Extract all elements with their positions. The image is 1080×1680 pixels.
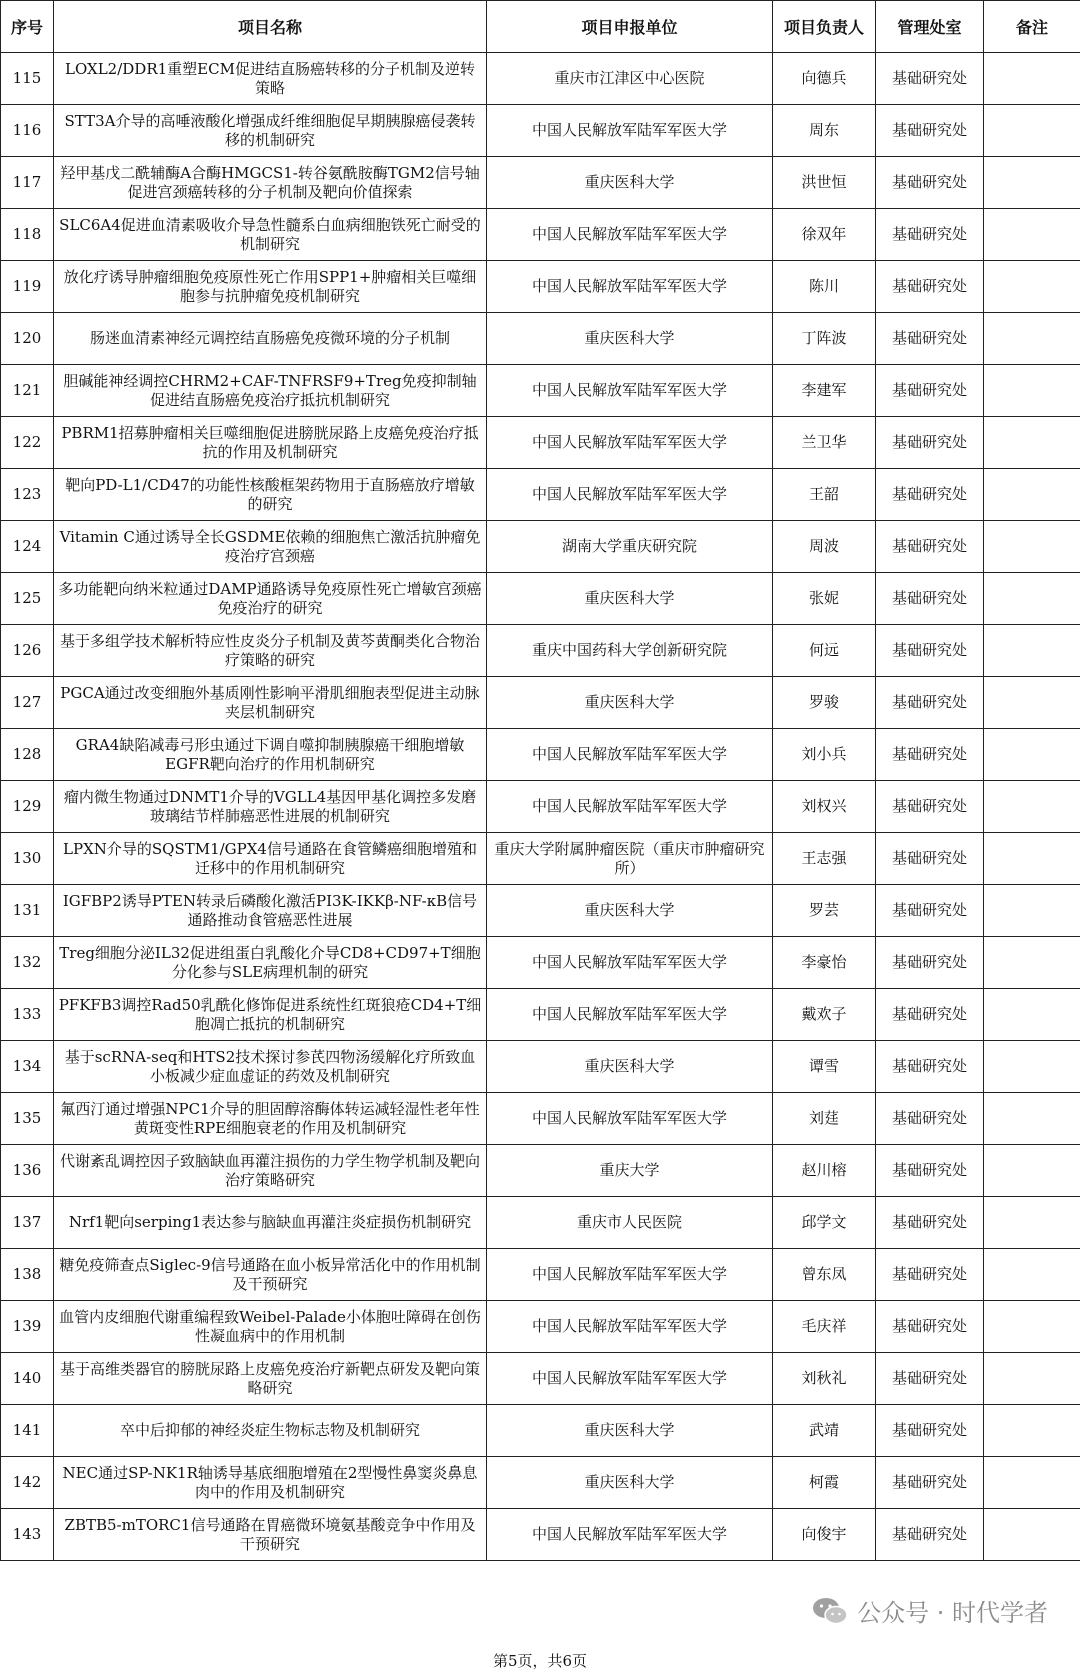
table-row — [1, 1301, 1080, 1353]
cell-remarks — [984, 625, 1080, 677]
cell-project-name: NEC通过SP-NK1R轴诱导基底细胞增殖在2型慢性鼻窦炎鼻息肉中的作用及机制研究 — [54, 1457, 487, 1509]
table-row — [1, 625, 1080, 677]
cell-remarks — [984, 53, 1080, 105]
cell-seq: 128 — [1, 729, 54, 781]
cell-project-leader: 徐双年 — [773, 209, 876, 261]
cell-project-name: 瘤内微生物通过DNMT1介导的VGLL4基因甲基化调控多发磨玻璃结节样肺癌恶性进展的机制研究 — [54, 781, 487, 833]
cell-managing-dept: 基础研究处 — [876, 1405, 984, 1457]
cell-project-name: 放化疗诱导肿瘤细胞免疫原性死亡作用SPP1+肿瘤相关巨噬细胞参与抗肿瘤免疫机制研究 — [54, 261, 487, 313]
cell-applicant-unit: 中国人民解放军陆军军医大学 — [487, 989, 773, 1041]
cell-remarks — [984, 989, 1080, 1041]
cell-project-name: STT3A介导的高唾液酸化增强成纤维细胞促早期胰腺癌侵袭转移的机制研究 — [54, 105, 487, 157]
table-row — [1, 781, 1080, 833]
table-row — [1, 573, 1080, 625]
table-row — [1, 313, 1080, 365]
cell-project-leader: 赵川榕 — [773, 1145, 876, 1197]
cell-project-leader: 李建军 — [773, 365, 876, 417]
cell-seq: 133 — [1, 989, 54, 1041]
cell-project-leader: 王韶 — [773, 469, 876, 521]
cell-managing-dept: 基础研究处 — [876, 937, 984, 989]
table-row — [1, 937, 1080, 989]
cell-project-name: 肠迷血清素神经元调控结直肠癌免疫微环境的分子机制 — [54, 313, 487, 365]
cell-applicant-unit: 重庆医科大学 — [487, 157, 773, 209]
cell-project-leader: 罗骏 — [773, 677, 876, 729]
cell-managing-dept: 基础研究处 — [876, 833, 984, 885]
cell-project-name: PFKFB3调控Rad50乳酰化修饰促进系统性红斑狼疮CD4+T细胞凋亡抵抗的机制研究 — [54, 989, 487, 1041]
cell-managing-dept: 基础研究处 — [876, 521, 984, 573]
table-row — [1, 1145, 1080, 1197]
cell-managing-dept: 基础研究处 — [876, 157, 984, 209]
cell-project-leader: 邱学文 — [773, 1197, 876, 1249]
cell-seq: 135 — [1, 1093, 54, 1145]
cell-project-name: 糖免疫筛查点Siglec-9信号通路在血小板异常活化中的作用机制及干预研究 — [54, 1249, 487, 1301]
table-row — [1, 677, 1080, 729]
watermark-text: 公众号 · 时代学者 — [857, 1599, 1048, 1627]
cell-seq: 118 — [1, 209, 54, 261]
cell-project-name: 羟甲基戊二酰辅酶A合酶HMGCS1-转谷氨酰胺酶TGM2信号轴促进宫颈癌转移的分子机制及靶向价值探索 — [54, 157, 487, 209]
cell-managing-dept: 基础研究处 — [876, 1249, 984, 1301]
cell-project-name: Nrf1靶向serping1表达参与脑缺血再灌注炎症损伤机制研究 — [54, 1197, 487, 1249]
cell-applicant-unit: 中国人民解放军陆军军医大学 — [487, 261, 773, 313]
table-row — [1, 53, 1080, 105]
cell-seq: 129 — [1, 781, 54, 833]
table-header-row — [1, 1, 1080, 53]
cell-managing-dept: 基础研究处 — [876, 1197, 984, 1249]
cell-remarks — [984, 833, 1080, 885]
cell-remarks — [984, 1405, 1080, 1457]
cell-remarks — [984, 1353, 1080, 1405]
cell-project-leader: 向俊宇 — [773, 1509, 876, 1561]
cell-project-name: IGFBP2诱导PTEN转录后磷酸化激活PI3K-IKKβ-NF-κB信号通路推动食管癌恶性进展 — [54, 885, 487, 937]
cell-project-leader: 毛庆祥 — [773, 1301, 876, 1353]
cell-seq: 136 — [1, 1145, 54, 1197]
table-row — [1, 1405, 1080, 1457]
cell-managing-dept: 基础研究处 — [876, 313, 984, 365]
cell-seq: 126 — [1, 625, 54, 677]
table-row — [1, 417, 1080, 469]
cell-project-leader: 柯霞 — [773, 1457, 876, 1509]
cell-remarks — [984, 937, 1080, 989]
cell-project-name: 胆碱能神经调控CHRM2+CAF-TNFRSF9+Treg免疫抑制轴促进结直肠癌免疫治疗抵抗机制研究 — [54, 365, 487, 417]
cell-project-leader: 何远 — [773, 625, 876, 677]
cell-applicant-unit: 重庆医科大学 — [487, 677, 773, 729]
table-row — [1, 729, 1080, 781]
cell-managing-dept: 基础研究处 — [876, 1145, 984, 1197]
table-row — [1, 989, 1080, 1041]
cell-project-leader: 向德兵 — [773, 53, 876, 105]
cell-project-leader: 丁阵波 — [773, 313, 876, 365]
cell-seq: 137 — [1, 1197, 54, 1249]
cell-applicant-unit: 中国人民解放军陆军军医大学 — [487, 417, 773, 469]
page-number: 第5页，共6页 — [492, 1652, 588, 1670]
cell-seq: 139 — [1, 1301, 54, 1353]
table-row — [1, 885, 1080, 937]
cell-applicant-unit: 重庆中国药科大学创新研究院 — [487, 625, 773, 677]
table-row — [1, 1041, 1080, 1093]
cell-remarks — [984, 781, 1080, 833]
cell-managing-dept: 基础研究处 — [876, 1041, 984, 1093]
table-row — [1, 157, 1080, 209]
cell-project-name: 多功能靶向纳米粒通过DAMP通路诱导免疫原性死亡增敏宫颈癌免疫治疗的研究 — [54, 573, 487, 625]
cell-applicant-unit: 重庆大学附属肿瘤医院（重庆市肿瘤研究所） — [487, 833, 773, 885]
cell-project-leader: 罗芸 — [773, 885, 876, 937]
cell-project-name: 代谢紊乱调控因子致脑缺血再灌注损伤的力学生物学机制及靶向治疗策略研究 — [54, 1145, 487, 1197]
cell-project-name: PGCA通过改变细胞外基质刚性影响平滑肌细胞表型促进主动脉夹层机制研究 — [54, 677, 487, 729]
cell-project-name: LOXL2/DDR1重塑ECM促进结直肠癌转移的分子机制及逆转策略 — [54, 53, 487, 105]
cell-project-name: SLC6A4促进血清素吸收介导急性髓系白血病细胞铁死亡耐受的机制研究 — [54, 209, 487, 261]
cell-remarks — [984, 417, 1080, 469]
cell-seq: 134 — [1, 1041, 54, 1093]
cell-remarks — [984, 729, 1080, 781]
cell-project-leader: 武靖 — [773, 1405, 876, 1457]
table-row — [1, 1509, 1080, 1561]
cell-applicant-unit: 重庆市人民医院 — [487, 1197, 773, 1249]
header-seq: 序号 — [1, 1, 54, 53]
cell-applicant-unit: 重庆医科大学 — [487, 313, 773, 365]
cell-managing-dept: 基础研究处 — [876, 885, 984, 937]
cell-remarks — [984, 261, 1080, 313]
cell-project-name: 氟西汀通过增强NPC1介导的胆固醇溶酶体转运减轻湿性老年性黄斑变性RPE细胞衰老的作用及机制研究 — [54, 1093, 487, 1145]
cell-project-leader: 周东 — [773, 105, 876, 157]
cell-seq: 125 — [1, 573, 54, 625]
cell-project-name: 血管内皮细胞代谢重编程致Weibel-Palade小体胞吐障碍在创伤性凝血病中的作用机制 — [54, 1301, 487, 1353]
cell-managing-dept: 基础研究处 — [876, 53, 984, 105]
header-remarks: 备注 — [984, 1, 1080, 53]
cell-remarks — [984, 1041, 1080, 1093]
cell-applicant-unit: 中国人民解放军陆军军医大学 — [487, 1353, 773, 1405]
cell-remarks — [984, 1197, 1080, 1249]
cell-project-leader: 张妮 — [773, 573, 876, 625]
cell-managing-dept: 基础研究处 — [876, 625, 984, 677]
cell-applicant-unit: 重庆医科大学 — [487, 1041, 773, 1093]
cell-managing-dept: 基础研究处 — [876, 261, 984, 313]
cell-project-leader: 戴欢子 — [773, 989, 876, 1041]
cell-applicant-unit: 重庆市江津区中心医院 — [487, 53, 773, 105]
cell-project-leader: 刘秋礼 — [773, 1353, 876, 1405]
cell-project-name: 基于多组学技术解析特应性皮炎分子机制及黄芩黄酮类化合物治疗策略的研究 — [54, 625, 487, 677]
cell-seq: 119 — [1, 261, 54, 313]
cell-managing-dept: 基础研究处 — [876, 677, 984, 729]
cell-applicant-unit: 中国人民解放军陆军军医大学 — [487, 469, 773, 521]
cell-project-leader: 刘莛 — [773, 1093, 876, 1145]
cell-seq: 123 — [1, 469, 54, 521]
cell-remarks — [984, 1249, 1080, 1301]
cell-seq: 120 — [1, 313, 54, 365]
cell-seq: 140 — [1, 1353, 54, 1405]
header-applicant-unit: 项目申报单位 — [487, 1, 773, 53]
cell-project-name: GRA4缺陷减毒弓形虫通过下调自噬抑制胰腺癌干细胞增敏EGFR靶向治疗的作用机制研究 — [54, 729, 487, 781]
cell-seq: 131 — [1, 885, 54, 937]
cell-remarks — [984, 365, 1080, 417]
cell-seq: 115 — [1, 53, 54, 105]
cell-project-name: 基于scRNA-seq和HTS2技术探讨参芪四物汤缓解化疗所致血小板减少症血虚证的药效及机制研究 — [54, 1041, 487, 1093]
cell-seq: 142 — [1, 1457, 54, 1509]
cell-applicant-unit: 重庆医科大学 — [487, 573, 773, 625]
cell-managing-dept: 基础研究处 — [876, 365, 984, 417]
cell-remarks — [984, 1145, 1080, 1197]
cell-managing-dept: 基础研究处 — [876, 1457, 984, 1509]
cell-seq: 121 — [1, 365, 54, 417]
table-row — [1, 469, 1080, 521]
cell-applicant-unit: 重庆医科大学 — [487, 1457, 773, 1509]
table-row — [1, 1457, 1080, 1509]
cell-managing-dept: 基础研究处 — [876, 1093, 984, 1145]
cell-seq: 138 — [1, 1249, 54, 1301]
cell-project-leader: 刘小兵 — [773, 729, 876, 781]
cell-project-name: ZBTB5-mTORC1信号通路在胃癌微环境氨基酸竞争中作用及干预研究 — [54, 1509, 487, 1561]
header-project-name: 项目名称 — [54, 1, 487, 53]
cell-managing-dept: 基础研究处 — [876, 729, 984, 781]
cell-applicant-unit: 中国人民解放军陆军军医大学 — [487, 365, 773, 417]
cell-project-name: 卒中后抑郁的神经炎症生物标志物及机制研究 — [54, 1405, 487, 1457]
table-row — [1, 1249, 1080, 1301]
table-row — [1, 261, 1080, 313]
cell-seq: 116 — [1, 105, 54, 157]
header-managing-dept: 管理处室 — [876, 1, 984, 53]
cell-remarks — [984, 521, 1080, 573]
cell-remarks — [984, 105, 1080, 157]
cell-remarks — [984, 157, 1080, 209]
cell-seq: 132 — [1, 937, 54, 989]
cell-project-name: Treg细胞分泌IL32促进组蛋白乳酸化介导CD8+CD97+T细胞分化参与SLE病理机制的研究 — [54, 937, 487, 989]
cell-remarks — [984, 677, 1080, 729]
cell-managing-dept: 基础研究处 — [876, 1509, 984, 1561]
cell-remarks — [984, 1301, 1080, 1353]
cell-managing-dept: 基础研究处 — [876, 105, 984, 157]
cell-applicant-unit: 重庆医科大学 — [487, 885, 773, 937]
cell-project-name: 基于高维类器官的膀胱尿路上皮癌免疫治疗新靶点研发及靶向策略研究 — [54, 1353, 487, 1405]
cell-applicant-unit: 中国人民解放军陆军军医大学 — [487, 105, 773, 157]
table-row — [1, 1197, 1080, 1249]
cell-project-leader: 刘权兴 — [773, 781, 876, 833]
cell-applicant-unit: 中国人民解放军陆军军医大学 — [487, 781, 773, 833]
cell-managing-dept: 基础研究处 — [876, 573, 984, 625]
cell-remarks — [984, 313, 1080, 365]
cell-applicant-unit: 中国人民解放军陆军军医大学 — [487, 1301, 773, 1353]
wechat-icon — [811, 1596, 849, 1626]
watermark — [811, 1593, 1048, 1628]
cell-managing-dept: 基础研究处 — [876, 989, 984, 1041]
cell-project-leader: 洪世恒 — [773, 157, 876, 209]
cell-applicant-unit: 中国人民解放军陆军军医大学 — [487, 209, 773, 261]
cell-applicant-unit: 中国人民解放军陆军军医大学 — [487, 1093, 773, 1145]
cell-seq: 143 — [1, 1509, 54, 1561]
cell-applicant-unit: 中国人民解放军陆军军医大学 — [487, 1509, 773, 1561]
cell-applicant-unit: 中国人民解放军陆军军医大学 — [487, 729, 773, 781]
cell-managing-dept: 基础研究处 — [876, 417, 984, 469]
cell-project-leader: 曾东凤 — [773, 1249, 876, 1301]
cell-seq: 117 — [1, 157, 54, 209]
cell-seq: 124 — [1, 521, 54, 573]
cell-project-leader: 李豪怡 — [773, 937, 876, 989]
cell-project-leader: 兰卫华 — [773, 417, 876, 469]
cell-remarks — [984, 1457, 1080, 1509]
table-row — [1, 209, 1080, 261]
cell-project-name: 靶向PD-L1/CD47的功能性核酸框架药物用于直肠癌放疗增敏的研究 — [54, 469, 487, 521]
cell-managing-dept: 基础研究处 — [876, 469, 984, 521]
cell-applicant-unit: 中国人民解放军陆军军医大学 — [487, 1249, 773, 1301]
cell-remarks — [984, 1509, 1080, 1561]
table-row — [1, 833, 1080, 885]
cell-project-leader: 王志强 — [773, 833, 876, 885]
cell-remarks — [984, 885, 1080, 937]
cell-seq: 130 — [1, 833, 54, 885]
cell-remarks — [984, 469, 1080, 521]
cell-applicant-unit: 重庆大学 — [487, 1145, 773, 1197]
cell-project-name: LPXN介导的SQSTM1/GPX4信号通路在食管鳞癌细胞增殖和迁移中的作用机制研究 — [54, 833, 487, 885]
table-row — [1, 521, 1080, 573]
cell-remarks — [984, 573, 1080, 625]
cell-remarks — [984, 209, 1080, 261]
cell-managing-dept: 基础研究处 — [876, 1353, 984, 1405]
cell-managing-dept: 基础研究处 — [876, 209, 984, 261]
table-row — [1, 1353, 1080, 1405]
table-row — [1, 105, 1080, 157]
cell-project-name: PBRM1招募肿瘤相关巨噬细胞促进膀胱尿路上皮癌免疫治疗抵抗的作用及机制研究 — [54, 417, 487, 469]
cell-remarks — [984, 1093, 1080, 1145]
cell-managing-dept: 基础研究处 — [876, 781, 984, 833]
cell-applicant-unit: 中国人民解放军陆军军医大学 — [487, 937, 773, 989]
cell-managing-dept: 基础研究处 — [876, 1301, 984, 1353]
cell-project-name: Vitamin C通过诱导全长GSDME依赖的细胞焦亡激活抗肿瘤免疫治疗宫颈癌 — [54, 521, 487, 573]
cell-project-leader: 周波 — [773, 521, 876, 573]
cell-project-leader: 谭雪 — [773, 1041, 876, 1093]
cell-seq: 127 — [1, 677, 54, 729]
cell-applicant-unit: 湖南大学重庆研究院 — [487, 521, 773, 573]
table-row — [1, 1093, 1080, 1145]
header-project-leader: 项目负责人 — [773, 1, 876, 53]
cell-seq: 122 — [1, 417, 54, 469]
table-row — [1, 365, 1080, 417]
cell-project-leader: 陈川 — [773, 261, 876, 313]
cell-seq: 141 — [1, 1405, 54, 1457]
cell-applicant-unit: 重庆医科大学 — [487, 1405, 773, 1457]
